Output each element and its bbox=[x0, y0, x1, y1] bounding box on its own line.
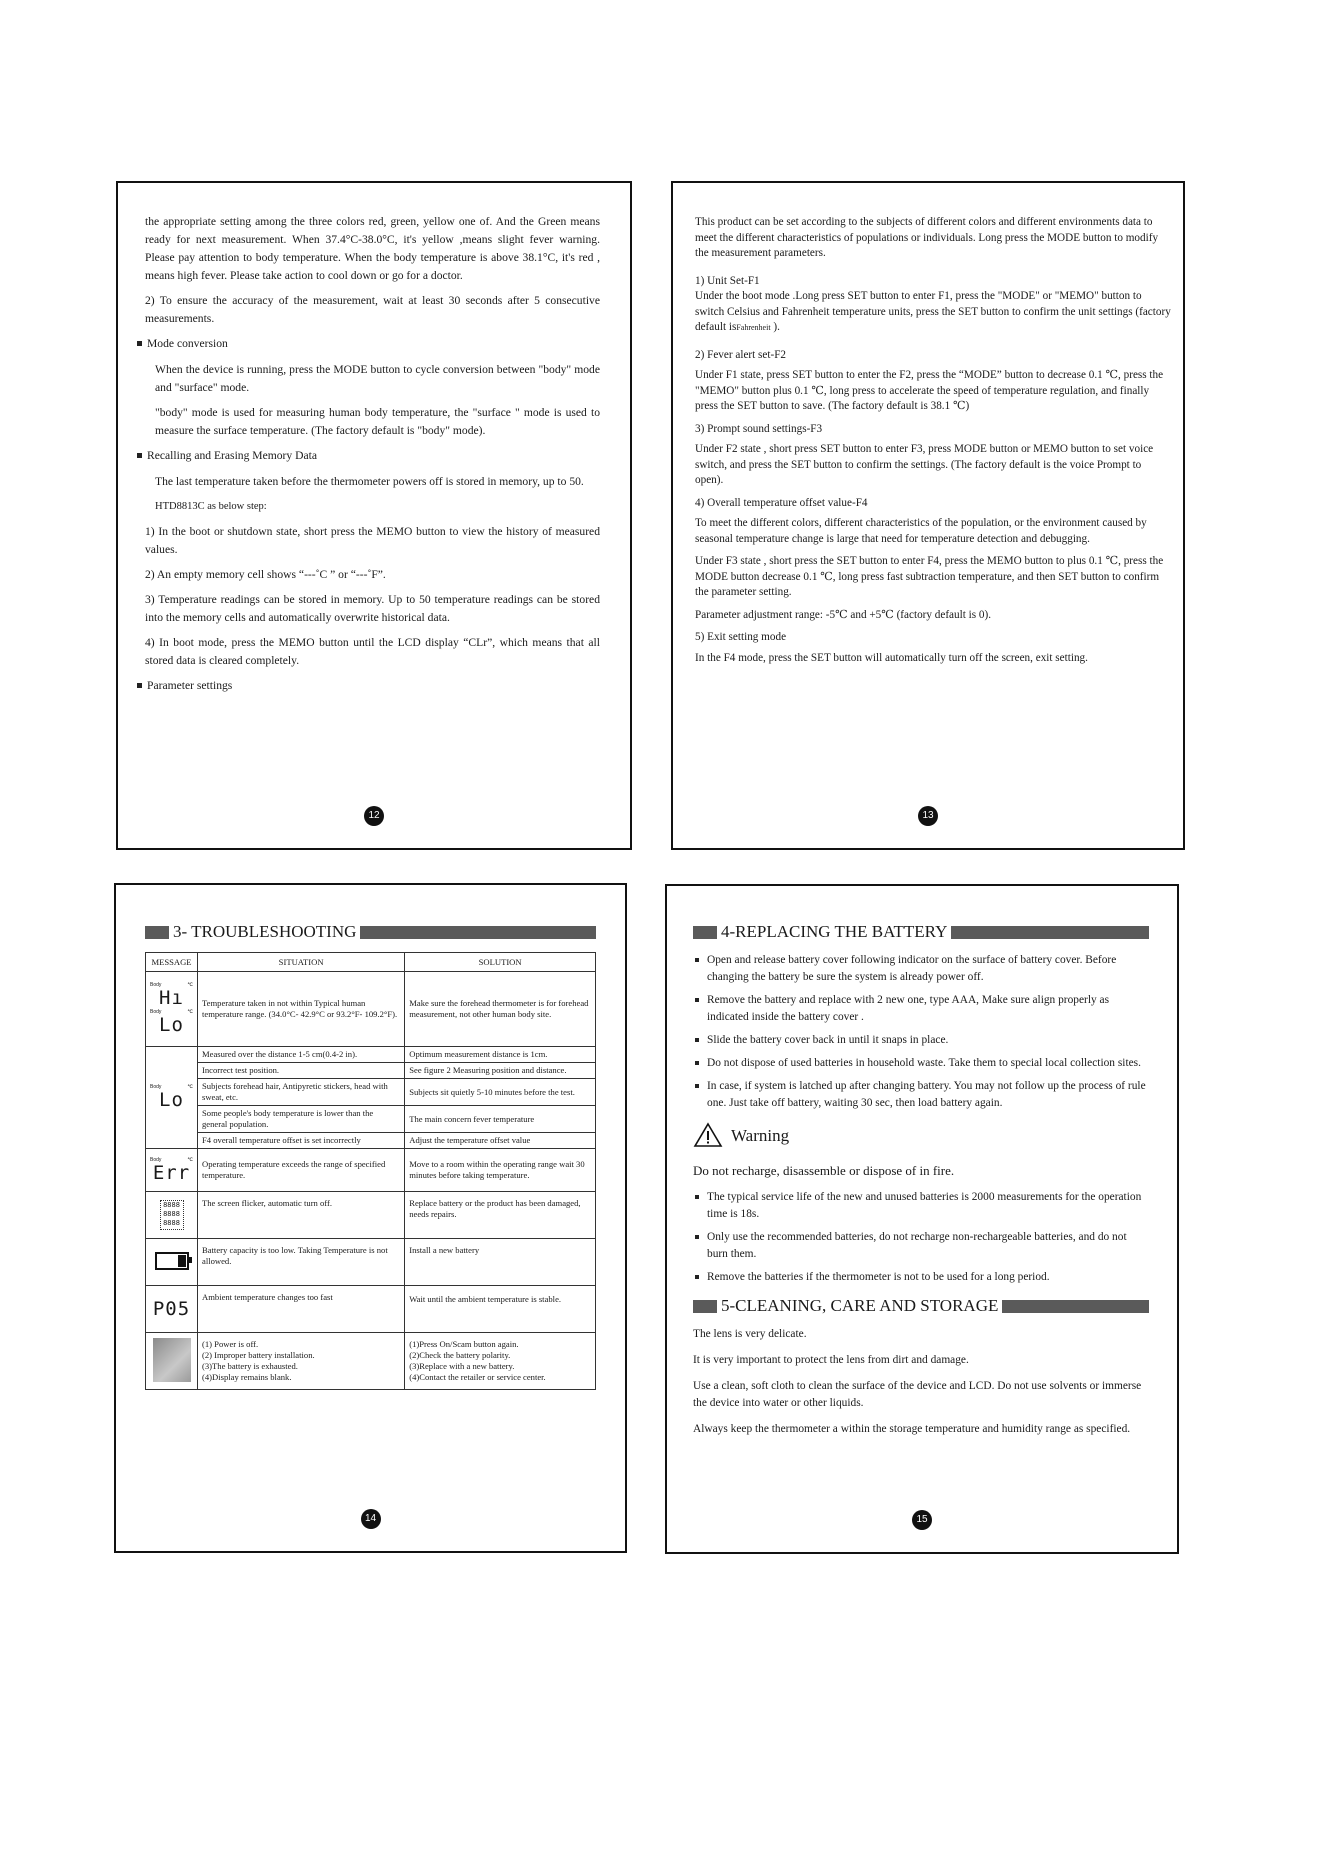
list-item: Only use the recommended batteries, do not recharge non-rechargeable batteries, and do not burn them. bbox=[693, 1229, 1149, 1263]
header-bar bbox=[951, 926, 1149, 939]
paragraph: 2) To ensure the accuracy of the measurement, wait at least 30 seconds after 5 consecutive measurements. bbox=[145, 294, 600, 325]
paragraph: In the F4 mode, press the SET button will automatically turn off the screen, exit setting. bbox=[695, 651, 1088, 664]
situation-line: (2) Improper battery installation. bbox=[202, 1350, 315, 1360]
situation-cell: The screen flicker, automatic turn off. bbox=[198, 1192, 405, 1239]
message-cell bbox=[146, 1333, 198, 1390]
warning-text: Do not recharge, disassemble or dispose of in fire. bbox=[693, 1163, 955, 1178]
list-item: In case, if system is latched up after changing battery. You may not follow up the process of rule one. Just take off battery, waiting 30 sec, then load battery again. bbox=[693, 1078, 1149, 1112]
table-row bbox=[146, 1333, 596, 1390]
message-cell bbox=[146, 1286, 198, 1333]
section-heading-parameter-settings: Parameter settings bbox=[137, 677, 600, 695]
table-row bbox=[146, 1106, 596, 1133]
table-row bbox=[146, 1063, 596, 1079]
solution-line: (3)Replace with a new battery. bbox=[409, 1361, 515, 1371]
manual-page-13 bbox=[671, 181, 1185, 850]
step-item: 3) Temperature readings can be stored in memory. Up to 50 temperature readings can be stored into the memory cells and automatically overwrite historical data. bbox=[145, 593, 600, 624]
solution-cell bbox=[405, 1333, 596, 1390]
situation-line: (1) Power is off. bbox=[202, 1339, 259, 1349]
setting-heading-f5: 5) Exit setting mode bbox=[695, 631, 787, 643]
situation-cell: Temperature taken in not within Typical human temperature range. (34.0°C- 42.9°C or 93.2°F- 109.2°F). bbox=[198, 972, 405, 1047]
paragraph: It is very important to protect the lens from dirt and damage. bbox=[693, 1354, 969, 1366]
message-cell bbox=[146, 1239, 198, 1286]
solution-cell: The main concern fever temperature bbox=[405, 1106, 596, 1133]
manual-page-12 bbox=[116, 181, 632, 850]
column-header: SITUATION bbox=[198, 953, 405, 972]
paragraph: Always keep the thermometer a within the storage temperature and humidity range as specified. bbox=[693, 1423, 1131, 1435]
section-title: 3- TROUBLESHOOTING bbox=[173, 922, 357, 941]
list-item: Open and release battery cover following indicator on the surface of battery cover. Before changing the battery be sure the system is already power off. bbox=[693, 952, 1149, 986]
lcd-lo-icon: Body ℃ Lo bbox=[150, 1009, 193, 1036]
page-number: 14 bbox=[361, 1509, 381, 1529]
column-header: MESSAGE bbox=[146, 953, 198, 972]
page-number: 12 bbox=[364, 806, 384, 826]
paragraph: Use a clean, soft cloth to clean the surface of the device and LCD. Do not use solvents or immerse the device into water or other liquids. bbox=[693, 1380, 1142, 1409]
situation-cell: Some people's body temperature is lower than the general population. bbox=[198, 1106, 405, 1133]
warning-label: Warning bbox=[731, 1125, 790, 1145]
f1-text: Under the boot mode .Long press SET button to enter F1, press the "MODE" or "MEMO" button to switch Celsius and Fahrenheit temperature units, press the SET button to confirm the unit settings (factory default is bbox=[695, 290, 1171, 333]
table-row bbox=[146, 1079, 596, 1106]
solution-cell: Subjects sit quietly 5-10 minutes before the test. bbox=[405, 1079, 596, 1106]
warning-heading bbox=[693, 1122, 1149, 1148]
paragraph: The lens is very delicate. bbox=[693, 1328, 807, 1340]
table-row bbox=[146, 1286, 596, 1333]
blank-display-icon bbox=[153, 1338, 191, 1382]
message-cell bbox=[146, 1192, 198, 1239]
list-item: Remove the battery and replace with 2 new one, type AAA, Make sure align properly as indicated inside the battery cover . bbox=[693, 992, 1149, 1026]
page-number: 13 bbox=[918, 806, 938, 826]
situation-cell: Ambient temperature changes too fast bbox=[198, 1286, 405, 1333]
situation-line: (4)Display remains blank. bbox=[202, 1372, 292, 1382]
solution-cell: See figure 2 Measuring position and distance. bbox=[405, 1063, 596, 1079]
paragraph: Under F2 state , short press SET button to enter F3, press MODE button or MEMO button to set voice switch, and press the SET button to confirm the settings. (The factory default is the voice Prompt to open). bbox=[695, 443, 1154, 486]
troubleshooting-table bbox=[145, 952, 596, 1390]
situation-line: (3)The battery is exhausted. bbox=[202, 1361, 298, 1371]
setting-heading-f2: 2) Fever alert set-F2 bbox=[695, 348, 787, 361]
lcd-pos-icon: P05 bbox=[152, 1297, 191, 1320]
solution-cell: Adjust the temperature offset value bbox=[405, 1133, 596, 1149]
table-header-row bbox=[146, 953, 596, 972]
header-bar bbox=[693, 1300, 717, 1313]
table-row bbox=[146, 972, 596, 1047]
section-header bbox=[145, 922, 596, 942]
list-item: The typical service life of the new and unused batteries is 2000 measurements for the operation time is 18s. bbox=[693, 1189, 1149, 1223]
step-item: 4) In boot mode, press the MEMO button until the LCD display “CLr”, which means that all stored data is cleared completely. bbox=[145, 636, 600, 667]
list-item: Do not dispose of used batteries in household waste. Take them to special local collection sites. bbox=[693, 1055, 1149, 1072]
setting-heading-f3: 3) Prompt sound settings-F3 bbox=[695, 422, 823, 435]
solution-cell: Optimum measurement distance is 1cm. bbox=[405, 1047, 596, 1063]
warning-triangle-icon bbox=[693, 1122, 723, 1148]
message-cell bbox=[146, 972, 198, 1047]
low-battery-icon bbox=[155, 1252, 189, 1270]
table-row bbox=[146, 1192, 596, 1239]
situation-cell: Incorrect test position. bbox=[198, 1063, 405, 1079]
solution-line: (2)Check the battery polarity. bbox=[409, 1350, 511, 1360]
list-item: Slide the battery cover back in until it snaps in place. bbox=[693, 1032, 1149, 1049]
paragraph bbox=[695, 289, 1171, 336]
setting-heading-f4: 4) Overall temperature offset value-F4 bbox=[695, 496, 868, 509]
lcd-hi-icon: Body ℃ Hı bbox=[150, 982, 193, 1009]
page-number: 15 bbox=[912, 1510, 932, 1530]
column-header: SOLUTION bbox=[405, 953, 596, 972]
paragraph: To meet the different colors, different characteristics of the population, or the environment caused by seasonal temperature change is large that need for temperature detection and debugging. bbox=[695, 517, 1147, 545]
message-cell bbox=[146, 1149, 198, 1192]
table-row bbox=[146, 1047, 596, 1063]
situation-cell: F4 overall temperature offset is set incorrectly bbox=[198, 1133, 405, 1149]
solution-cell: Install a new battery bbox=[405, 1239, 596, 1286]
header-bar bbox=[693, 926, 717, 939]
solution-line: (4)Contact the retailer or service center. bbox=[409, 1372, 546, 1382]
section-header bbox=[693, 1296, 1149, 1316]
table-row bbox=[146, 1239, 596, 1286]
lcd-lo-icon: Body ℃ Lo bbox=[150, 1084, 193, 1111]
situation-cell: Battery capacity is too low. Taking Temperature is not allowed. bbox=[198, 1239, 405, 1286]
paragraph: The last temperature taken before the thermometer powers off is stored in memory, up to 50. bbox=[155, 475, 584, 488]
step-item: 2) An empty memory cell shows “---˚C ” or “---˚F”. bbox=[145, 568, 386, 581]
solution-line: (1)Press On/Scam button again. bbox=[409, 1339, 519, 1349]
screen-flicker-icon: 8888 8888 8888 bbox=[160, 1200, 184, 1230]
solution-cell: Wait until the ambient temperature is stable. bbox=[405, 1286, 596, 1333]
setting-heading-f1: 1) Unit Set-F1 bbox=[695, 274, 760, 287]
message-cell bbox=[146, 1047, 198, 1149]
step-item: 1) In the boot or shutdown state, short press the MEMO button to view the history of measured values. bbox=[145, 525, 600, 556]
situation-cell: Operating temperature exceeds the range of specified temperature. bbox=[198, 1149, 405, 1192]
lcd-err-icon: Body ℃ Err bbox=[150, 1156, 193, 1184]
f1-end-text: ). bbox=[770, 321, 780, 333]
paragraph: This product can be set according to the subjects of different colors and different environments data to meet the different characteristics of populations or individuals. Long press the MODE button to modify the measurement parameters. bbox=[695, 216, 1159, 259]
header-bar bbox=[360, 926, 596, 939]
paragraph: the appropriate setting among the three colors red, green, yellow one of. And the Green means ready for next measurement. When 37.4°C-38.0°C, it's yellow ,means slight fever warning. Please pay attention to body temperature. When the body temperature is above 38.1°C, it's red , means high fever. Please take action to cool down or go for a doctor. bbox=[145, 215, 600, 282]
section-heading-memory: Recalling and Erasing Memory Data bbox=[137, 447, 600, 465]
table-row bbox=[146, 1133, 596, 1149]
table-row bbox=[146, 1149, 596, 1192]
paragraph: Parameter adjustment range: -5℃ and +5℃ (factory default is 0). bbox=[695, 608, 992, 621]
header-bar bbox=[145, 926, 169, 939]
f1-small-text: Fahrenheit bbox=[736, 323, 771, 332]
paragraph: HTD8813C as below step: bbox=[155, 501, 267, 512]
solution-cell: Replace battery or the product has been damaged, needs repairs. bbox=[405, 1192, 596, 1239]
paragraph: When the device is running, press the MODE button to cycle conversion between "body" mode and "surface" mode. bbox=[155, 363, 600, 394]
section-header bbox=[693, 922, 1149, 942]
paragraph: "body" mode is used for measuring human body temperature, the "surface " mode is used to measure the surface temperature. (The factory default is "body" mode). bbox=[155, 406, 600, 437]
paragraph: Under F3 state , short press the SET button to enter F4, press the MEMO button to plus 0.1 ℃, press the MODE button decrease 0.1 ℃, long press fast subtraction temperature, and then SET button to confirm the parameter setting. bbox=[695, 555, 1164, 598]
solution-cell: Move to a room within the operating range wait 30 minutes before taking temperature. bbox=[405, 1149, 596, 1192]
section-title: 4-REPLACING THE BATTERY bbox=[721, 922, 948, 941]
situation-cell bbox=[198, 1333, 405, 1390]
paragraph: Under F1 state, press SET button to enter the F2, press the “MODE” button to decrease 0.1 ℃, press the "MEMO" button plus 0.1 ℃, long press to accelerate the speed of temperature regulation, and finally press the SET button to save. (The factory default is 38.1 ℃) bbox=[695, 369, 1164, 412]
header-bar bbox=[1002, 1300, 1149, 1313]
manual-page-14 bbox=[114, 883, 627, 1553]
situation-cell: Measured over the distance 1-5 cm(0.4-2 in). bbox=[198, 1047, 405, 1063]
section-heading-mode-conversion: Mode conversion bbox=[137, 335, 600, 353]
list-item: Remove the batteries if the thermometer is not to be used for a long period. bbox=[693, 1269, 1149, 1286]
situation-cell: Subjects forehead hair, Antipyretic stickers, head with sweat, etc. bbox=[198, 1079, 405, 1106]
solution-cell: Make sure the forehead thermometer is for forehead measurement, not other human body site. bbox=[405, 972, 596, 1047]
section-title: 5-CLEANING, CARE AND STORAGE bbox=[721, 1296, 999, 1315]
manual-page-15 bbox=[665, 884, 1179, 1554]
